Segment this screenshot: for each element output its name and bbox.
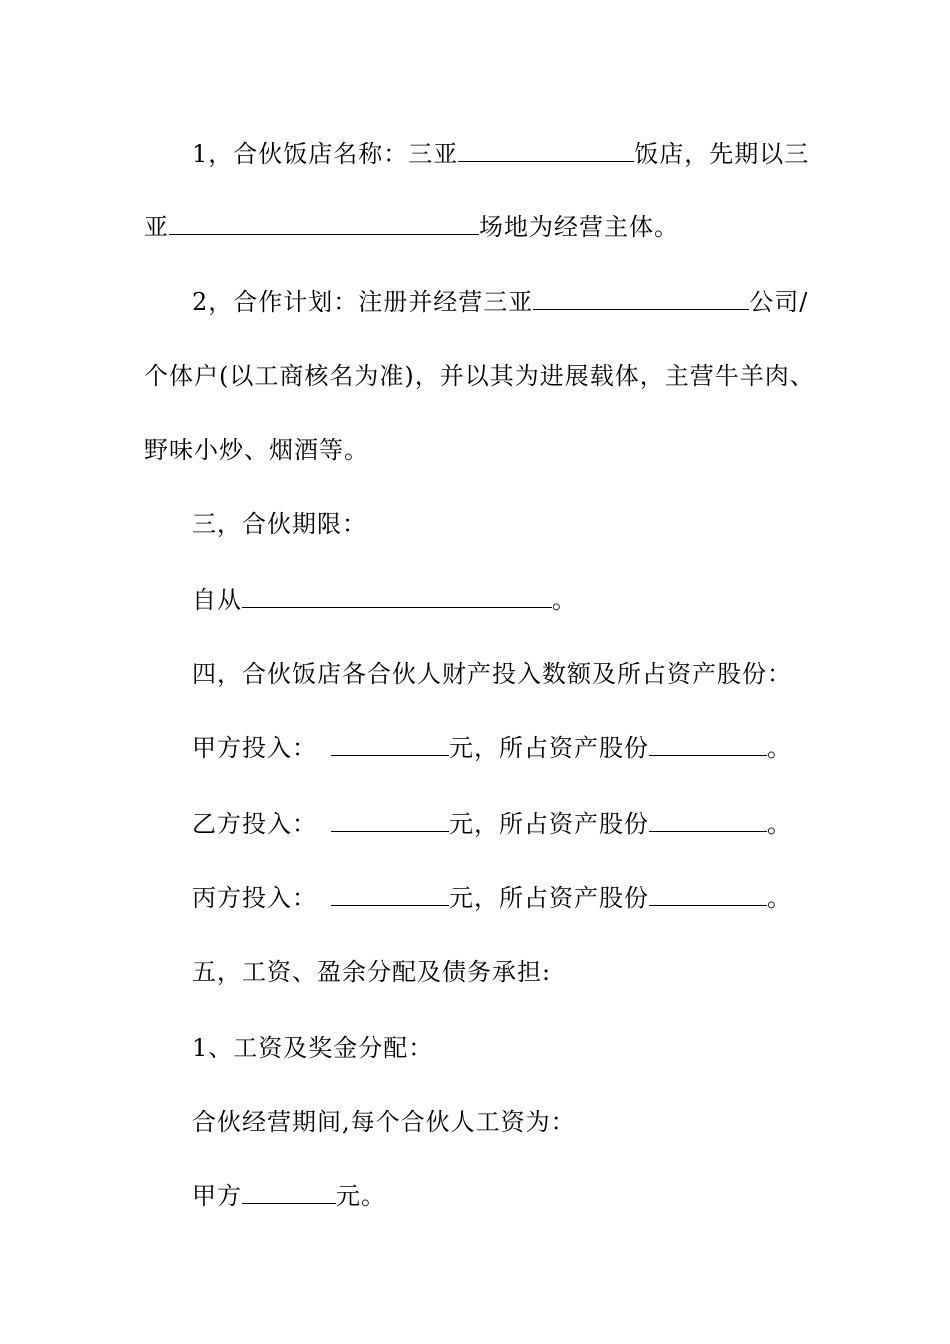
party-b-investment-line [192,808,792,840]
blank-field [331,733,449,756]
text-segment: 甲方投入： [192,734,317,762]
section-5-heading [192,956,551,988]
clause-1-line-2 [144,211,679,243]
text-segment: 饭店，先期以三 [634,140,810,168]
blank-field [331,883,449,906]
blank-field [649,883,767,906]
text-segment: 1，合伙饭店名称：三亚 [192,140,459,168]
blank-field [649,809,767,832]
text-segment: 。 [552,586,577,614]
text-segment: 场地为经营主体。 [479,213,679,241]
blank-field [533,287,749,310]
clause-2-line-3 [144,434,369,466]
blank-field [242,1181,336,1204]
text-segment: 。 [767,734,792,762]
wages-intro-line [192,1106,576,1138]
blank-field [458,139,634,162]
section-4-heading [192,658,792,690]
text-segment: 公司/ [749,288,809,316]
text-segment: 五，工资、盈余分配及债务承担: [192,958,552,986]
blank-field [649,733,767,756]
text-segment: 野味小炒、烟酒等。 [144,436,369,464]
text-segment: 个体户(以工商核名为准)，并以其为进展载体，主营牛羊肉、 [144,362,815,390]
text-segment: 四，合伙饭店各合伙人财产投入数额及所占资产股份： [192,660,792,688]
text-segment: 。 [767,810,792,838]
text-segment: 元，所占资产股份 [449,810,649,838]
text-segment: 2，合作计划：注册并经营三亚 [192,288,534,316]
text-segment: 甲方 [192,1182,242,1210]
text-segment: 元，所占资产股份 [449,884,649,912]
term-line [192,584,577,616]
text-segment: 元。 [336,1182,386,1210]
text-segment: 自从 [192,586,242,614]
party-c-investment-line [192,882,792,914]
text-segment: 。 [767,884,792,912]
blank-field [169,212,479,235]
text-segment: 合伙经营期间,每个合伙人工资为： [192,1108,576,1136]
subsection-1-heading [192,1032,433,1064]
party-a-investment-line [192,732,792,764]
clause-1-line-1 [192,138,809,170]
text-segment: 亚 [144,213,169,241]
blank-field [331,809,449,832]
text-segment: 乙方投入： [192,810,317,838]
text-segment: 丙方投入： [192,884,317,912]
text-segment: 1、工资及奖金分配： [192,1034,434,1062]
section-3-heading [192,508,367,540]
clause-2-line-1 [192,286,808,318]
text-segment: 元，所占资产股份 [449,734,649,762]
text-segment: 三，合伙期限： [192,510,367,538]
clause-2-line-2 [144,360,815,392]
party-a-wage-line [192,1180,386,1212]
blank-field [242,585,552,608]
